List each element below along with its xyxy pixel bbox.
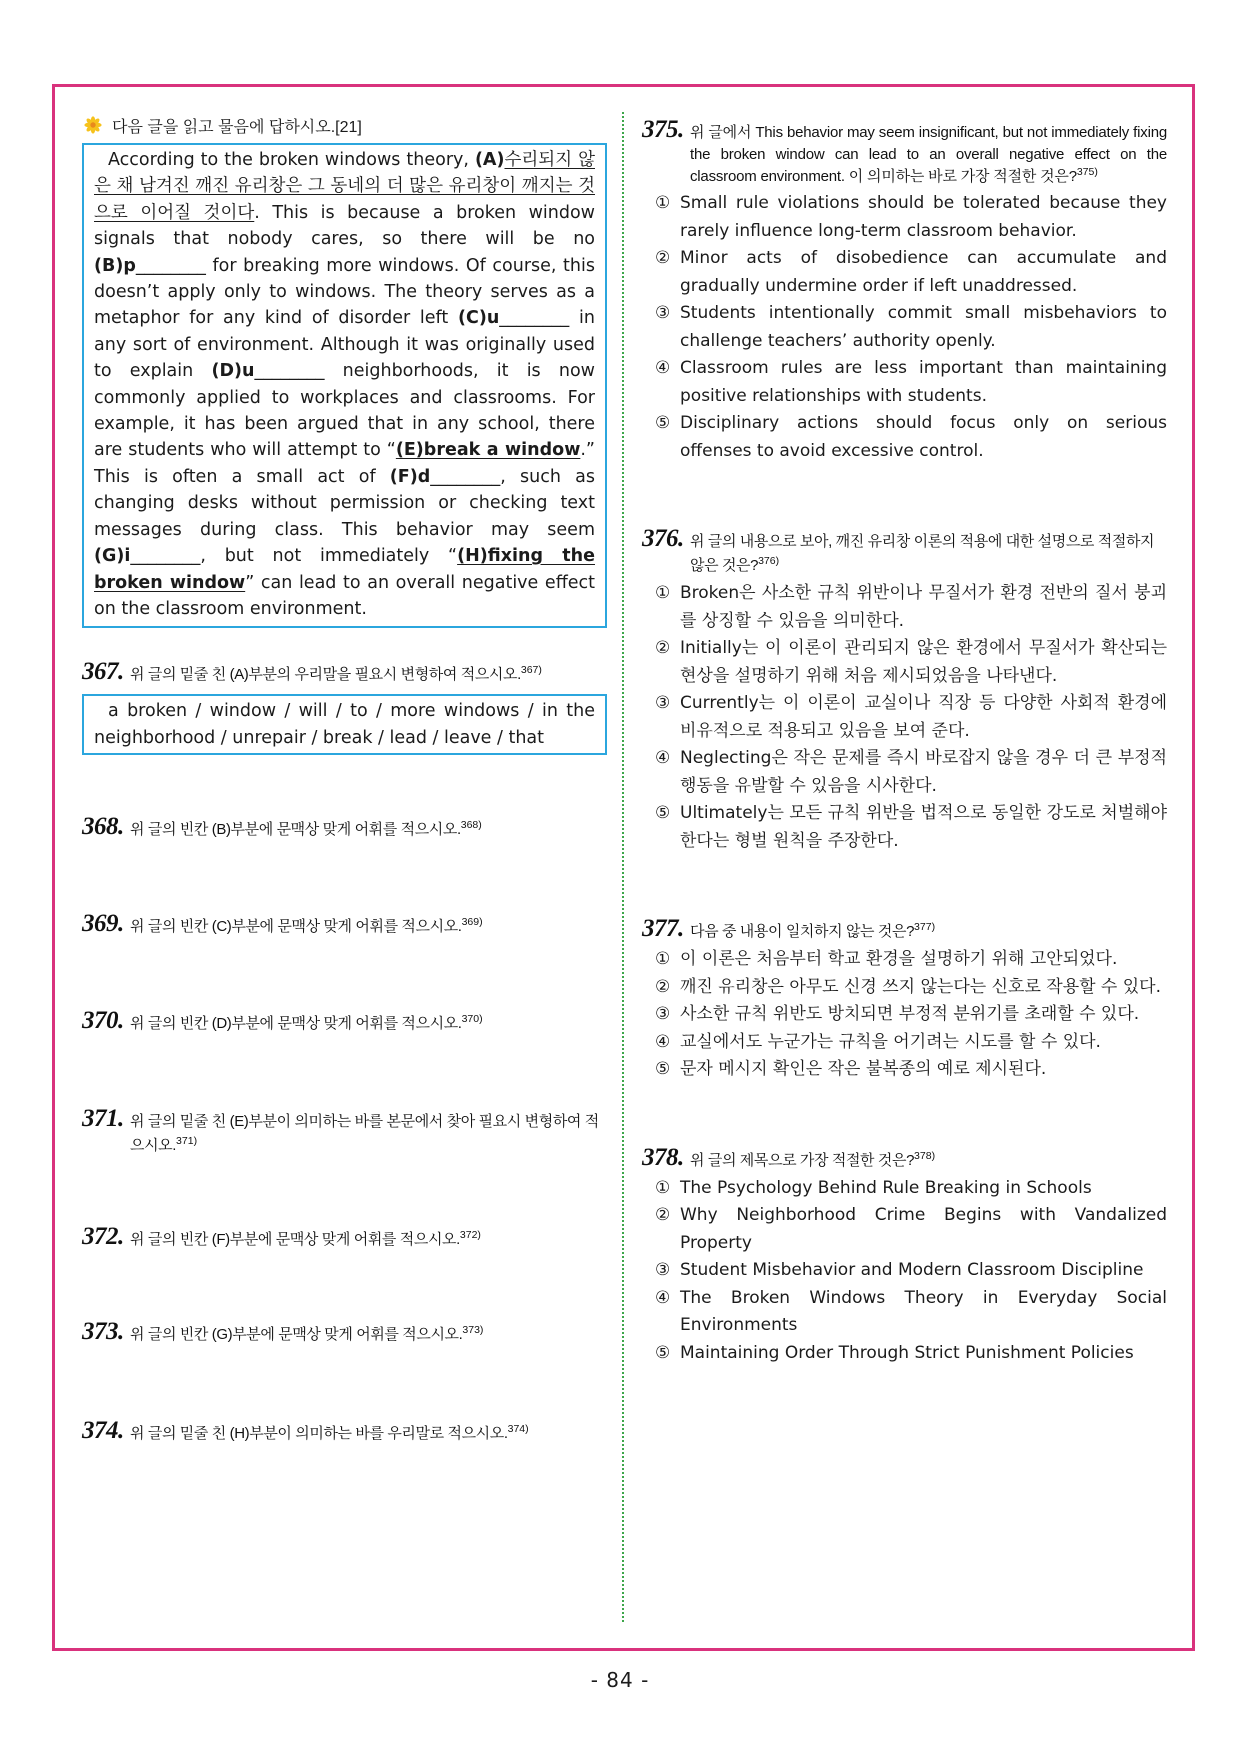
passage-text: . This is because a broken window signals that nobody cares, so there will be no bbox=[94, 202, 595, 250]
passage-text: in any sort of environment. Although it was originally used to explain bbox=[94, 308, 595, 382]
option-marker: ② bbox=[655, 1205, 671, 1225]
footnote-number: 376) bbox=[758, 555, 780, 567]
option-4 bbox=[655, 1029, 1167, 1057]
option-4 bbox=[655, 745, 1167, 800]
blank-label-f: (F)d bbox=[389, 466, 431, 487]
option-text: Students intentionally commit small misbehaviors to challenge teachers’ authority openly. bbox=[680, 303, 1167, 351]
question-number: 374. bbox=[82, 1417, 124, 1445]
option-text: Student Misbehavior and Modern Classroom Discipline bbox=[680, 1260, 1144, 1280]
question-number: 378. bbox=[642, 1143, 684, 1171]
option-5 bbox=[655, 1056, 1167, 1084]
question-stem bbox=[130, 915, 607, 939]
option-5 bbox=[655, 410, 1167, 465]
question-371 bbox=[82, 1107, 607, 1158]
footnote-number: 370) bbox=[461, 1013, 483, 1026]
option-marker: ⑤ bbox=[655, 1059, 671, 1079]
question-369 bbox=[82, 912, 607, 939]
option-5 bbox=[655, 800, 1167, 855]
blank-label-d: (D)u bbox=[211, 361, 255, 382]
option-marker: ① bbox=[655, 583, 671, 603]
underlined-part-e: (E)break a window bbox=[395, 440, 581, 461]
option-2 bbox=[655, 245, 1167, 300]
option-marker: ③ bbox=[655, 303, 671, 323]
question-stem-text: 위 글의 내용으로 보아, 깨진 유리창 이론의 적용에 대한 설명으로 적절하지 않은 것은? bbox=[690, 533, 1155, 574]
options-list bbox=[655, 190, 1167, 465]
footnote-number: 375) bbox=[1076, 166, 1098, 178]
option-marker: ① bbox=[655, 193, 671, 213]
question-number: 372. bbox=[82, 1223, 124, 1251]
question-number: 370. bbox=[82, 1007, 124, 1035]
option-marker: ⑤ bbox=[655, 413, 671, 433]
option-marker: ② bbox=[655, 638, 671, 658]
question-stem-text: 위 글의 밑줄 친 (E)부분이 의미하는 바를 본문에서 찾아 필요시 변형하여 적으시오. bbox=[130, 1113, 599, 1155]
question-stem-text: 위 글의 빈칸 (C)부분에 문맥상 맞게 어휘를 적으시오. bbox=[130, 918, 462, 936]
option-text: Small rule violations should be tolerated because they rarely influence long-term classroom behavior. bbox=[680, 193, 1167, 241]
option-1 bbox=[655, 1175, 1167, 1203]
option-text: 깨진 유리창은 아무도 신경 쓰지 않는다는 신호로 작용할 수 있다. bbox=[680, 976, 1162, 997]
passage-text: for breaking more windows. Of course, this doesn’t apply only to windows. The theory serves as a metaphor for any kind of disorder left bbox=[94, 255, 595, 329]
option-marker: ③ bbox=[655, 1004, 671, 1024]
question-number: 367. bbox=[82, 658, 124, 686]
options-list bbox=[655, 1175, 1167, 1368]
question-number: 369. bbox=[82, 910, 124, 938]
question-header bbox=[642, 527, 1167, 578]
option-text: Minor acts of disobedience can accumulate and gradually undermine order if left unaddressed. bbox=[680, 248, 1167, 296]
option-1 bbox=[655, 946, 1167, 974]
option-text: Neglecting은 작은 문제를 즉시 바로잡지 않을 경우 더 큰 부정적 행동을 유발할 수 있음을 시사한다. bbox=[680, 748, 1167, 796]
passage-text: According to the broken windows theory, bbox=[108, 150, 475, 170]
question-370 bbox=[82, 1009, 607, 1036]
question-stem bbox=[690, 530, 1167, 578]
passage-box bbox=[82, 143, 607, 628]
blank-line-b: ________ bbox=[135, 255, 206, 276]
footnote-number: 378) bbox=[914, 1149, 936, 1162]
option-text: Initially는 이 이론이 관리되지 않은 환경에서 무질서가 확산되는 현상을 설명하기 위해 처음 제시되었음을 나타낸다. bbox=[680, 638, 1167, 686]
option-marker: ② bbox=[655, 976, 671, 997]
option-3 bbox=[655, 1001, 1167, 1029]
question-374 bbox=[82, 1419, 607, 1446]
option-text: 사소한 규칙 위반도 방치되면 부정적 분위기를 초래할 수 있다. bbox=[680, 1004, 1140, 1024]
question-378 bbox=[642, 1143, 1167, 1368]
question-stem-text: 위 글의 제목으로 가장 적절한 것은? bbox=[690, 1151, 915, 1169]
option-text: Classroom rules are less important than maintaining positive relationships with students. bbox=[680, 358, 1167, 406]
label-a: (A) bbox=[474, 150, 505, 170]
question-stem-text: 위 글의 밑줄 친 (H)부분이 의미하는 바를 우리말로 적으시오. bbox=[130, 1425, 508, 1443]
option-text: Ultimately는 모든 규칙 위반을 법적으로 동일한 강도로 처벌해야 한다는 형벌 원칙을 주장한다. bbox=[680, 803, 1167, 851]
instruction-text: 다음 글을 읽고 물음에 답하시오.[21] bbox=[112, 118, 362, 136]
question-stem bbox=[130, 1228, 607, 1252]
option-text: The Psychology Behind Rule Breaking in Schools bbox=[680, 1177, 1092, 1198]
question-number: 377. bbox=[642, 915, 684, 942]
blank-line-f: ________ bbox=[430, 466, 501, 487]
option-text: Maintaining Order Through Strict Punishment Policies bbox=[680, 1342, 1134, 1363]
footnote-number: 369) bbox=[461, 916, 483, 929]
footnote-number: 368) bbox=[460, 819, 482, 832]
blank-line-d: ________ bbox=[254, 361, 325, 382]
question-number: 375. bbox=[642, 116, 684, 143]
passage-instruction bbox=[82, 113, 607, 137]
question-stem bbox=[130, 818, 607, 842]
footnote-number: 373) bbox=[462, 1324, 484, 1337]
question-header bbox=[642, 1143, 1167, 1173]
option-marker: ① bbox=[655, 949, 671, 969]
option-3 bbox=[655, 1257, 1167, 1285]
question-stem bbox=[130, 663, 607, 687]
page-number: - 84 - bbox=[590, 1668, 650, 1692]
left-column bbox=[82, 113, 607, 1446]
question-stem bbox=[130, 1110, 607, 1158]
question-number: 371. bbox=[82, 1105, 124, 1133]
passage-text: .” This is often a small act of bbox=[94, 440, 595, 487]
footnote-number: 371) bbox=[176, 1135, 198, 1148]
option-marker: ④ bbox=[655, 358, 671, 378]
option-text: 문자 메시지 확인은 작은 불복종의 예로 제시된다. bbox=[680, 1059, 1047, 1079]
question-372 bbox=[82, 1225, 607, 1252]
blank-line-c: ________ bbox=[499, 308, 570, 329]
question-header bbox=[642, 917, 1167, 944]
option-2 bbox=[655, 974, 1167, 1002]
question-stem-text: 위 글의 빈칸 (B)부분에 문맥상 맞게 어휘를 적으시오. bbox=[130, 821, 461, 839]
question-stem-text: 다음 중 내용이 일치하지 않는 것은? bbox=[690, 923, 915, 940]
options-list bbox=[655, 580, 1167, 855]
option-text: Why Neighborhood Crime Begins with Vandalized Property bbox=[680, 1205, 1167, 1253]
question-368 bbox=[82, 815, 607, 842]
option-text: 이 이론은 처음부터 학교 환경을 설명하기 위해 고안되었다. bbox=[680, 949, 1118, 969]
question-stem bbox=[130, 1323, 607, 1347]
option-marker: ④ bbox=[655, 1287, 671, 1308]
option-marker: ⑤ bbox=[655, 803, 671, 823]
option-2 bbox=[655, 1202, 1167, 1257]
passage-text: ” can lead to an overall negative effect on the classroom environment. bbox=[94, 572, 596, 619]
option-1 bbox=[655, 190, 1167, 245]
footnote-number: 377) bbox=[914, 921, 936, 933]
option-text: Broken은 사소한 규칙 위반이나 무질서가 환경 전반의 질서 붕괴를 상징할 수 있음을 의미한다. bbox=[680, 583, 1167, 631]
option-4 bbox=[655, 1285, 1167, 1340]
question-stem-text: 위 글의 밑줄 친 (A)부분의 우리말을 필요시 변형하여 적으시오. bbox=[130, 666, 521, 684]
option-marker: ④ bbox=[655, 1031, 671, 1052]
passage-text: , such as changing desks without permission or checking text messages during class. This behavior may seem bbox=[94, 466, 595, 540]
option-3 bbox=[655, 300, 1167, 355]
question-stem bbox=[130, 1422, 607, 1446]
blank-label-c: (C)u bbox=[457, 308, 500, 329]
question-stem bbox=[690, 920, 1167, 944]
question-header bbox=[642, 118, 1167, 188]
passage-text: neighborhoods, it is now commonly applied to workplaces and classrooms. For example, it has been argued that in any school, there are students who will attempt to “ bbox=[94, 361, 595, 461]
question-stem bbox=[690, 1149, 1167, 1173]
option-marker: ④ bbox=[655, 748, 671, 768]
option-1 bbox=[655, 580, 1167, 635]
options-list bbox=[655, 946, 1167, 1084]
underlined-part-h: (H)fixing the broken window bbox=[94, 546, 595, 593]
question-stem-text: 위 글의 빈칸 (F)부분에 문맥상 맞게 어휘를 적으시오. bbox=[130, 1231, 460, 1249]
question-stem bbox=[130, 1012, 607, 1036]
option-marker: ③ bbox=[655, 693, 671, 713]
question-375 bbox=[642, 118, 1167, 465]
question-376 bbox=[642, 527, 1167, 855]
question-377 bbox=[642, 917, 1167, 1084]
question-number: 373. bbox=[82, 1318, 124, 1346]
question-367 bbox=[82, 660, 607, 687]
option-3 bbox=[655, 690, 1167, 745]
footnote-number: 374) bbox=[507, 1423, 529, 1436]
blank-label-b: (B)p bbox=[94, 255, 136, 276]
question-stem-text: 위 글에서 This behavior may seem insignificant, but not immediately fixing the broken window can lead to an overall negative effect on the classroom environment. 이 의미하는 바로 가장 적절한 것은? bbox=[690, 124, 1167, 185]
blank-label-g: (G)i bbox=[94, 546, 131, 567]
question-number: 376. bbox=[642, 525, 684, 552]
option-marker: ② bbox=[655, 248, 671, 268]
option-marker: ① bbox=[655, 1177, 671, 1198]
option-text: Disciplinary actions should focus only on serious offenses to avoid excessive control. bbox=[680, 413, 1167, 461]
option-marker: ③ bbox=[655, 1260, 671, 1280]
question-stem-text: 위 글의 빈칸 (G)부분에 문맥상 맞게 어휘를 적으시오. bbox=[130, 1326, 463, 1344]
question-373 bbox=[82, 1320, 607, 1347]
question-number: 368. bbox=[82, 813, 124, 841]
right-column bbox=[642, 118, 1167, 1367]
footnote-number: 367) bbox=[520, 664, 542, 677]
option-2 bbox=[655, 635, 1167, 690]
footnote-number: 372) bbox=[459, 1229, 481, 1242]
option-5 bbox=[655, 1340, 1167, 1368]
passage-text: , but not immediately “ bbox=[200, 546, 458, 567]
flower-icon bbox=[84, 116, 102, 134]
option-text: Currently는 이 이론이 교실이나 직장 등 다양한 사회적 환경에 비유적으로 적용되고 있음을 보여 준다. bbox=[680, 693, 1167, 741]
word-bank-box: a broken / window / will / to / more windows / in the neighborhood / unrepair / break / lead / leave / that bbox=[82, 694, 607, 755]
question-stem bbox=[690, 122, 1167, 188]
option-text: The Broken Windows Theory in Everyday Social Environments bbox=[680, 1287, 1167, 1335]
option-marker: ⑤ bbox=[655, 1342, 671, 1363]
option-text: 교실에서도 누군가는 규칙을 어기려는 시도를 할 수 있다. bbox=[680, 1031, 1101, 1052]
question-stem-text: 위 글의 빈칸 (D)부분에 문맥상 맞게 어휘를 적으시오. bbox=[130, 1015, 462, 1033]
option-4 bbox=[655, 355, 1167, 410]
column-divider bbox=[622, 112, 624, 1622]
underlined-part-a: 수리되지 않은 채 남겨진 깨진 유리창은 그 동네의 더 많은 유리창이 깨지는 것으로 이어질 것이다 bbox=[94, 150, 595, 223]
blank-line-g: ________ bbox=[130, 546, 201, 567]
